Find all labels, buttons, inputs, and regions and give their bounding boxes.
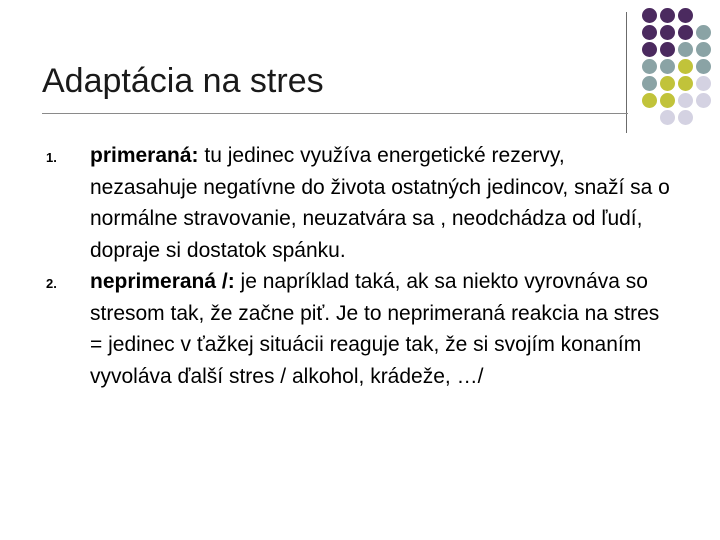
- dot: [678, 42, 693, 57]
- dot: [660, 76, 675, 91]
- dot: [678, 25, 693, 40]
- dot: [660, 42, 675, 57]
- dot: [660, 25, 675, 40]
- title-underline: [42, 113, 628, 114]
- dot: [696, 76, 711, 91]
- dot: [678, 110, 693, 125]
- dot: [696, 59, 711, 74]
- dot: [660, 8, 675, 23]
- vertical-divider: [626, 12, 627, 133]
- dot: [642, 42, 657, 57]
- list-item: [40, 140, 670, 266]
- dot: [660, 59, 675, 74]
- list-number: 1.: [46, 150, 57, 165]
- dot: [678, 93, 693, 108]
- dot: [642, 8, 657, 23]
- list-text: je napríklad taká, ak sa niekto vyrovnáva so stresom tak, že začne piť. Je to neprimeraná reakcia na stres = jedinec v ťažkej situácii reaguje tak, že si svojím konaním vyvoláva ďalší stres / alkohol, krádeže, …/: [90, 270, 660, 388]
- list-text: tu jedinec využíva energetické rezervy, nezasahuje negatívne do života ostatných jedincov, snaží sa o normálne stravovanie, neuzatvára sa , neodchádza od ľudí, dopraje si dostatok spánku.: [90, 144, 670, 262]
- slide-title: Adaptácia na stres: [42, 62, 324, 100]
- dot: [678, 76, 693, 91]
- list-number: 2.: [46, 276, 57, 291]
- dot: [642, 76, 657, 91]
- dot: [678, 59, 693, 74]
- list-term: neprimeraná /:: [90, 270, 235, 293]
- decorative-dot-grid: [638, 8, 720, 120]
- dot: [678, 8, 693, 23]
- list-term: primeraná:: [90, 144, 199, 167]
- dot: [660, 110, 675, 125]
- dot: [696, 93, 711, 108]
- dot: [642, 93, 657, 108]
- dot: [660, 93, 675, 108]
- list-item: [40, 266, 670, 392]
- numbered-list: [40, 140, 670, 392]
- dot: [642, 59, 657, 74]
- dot: [696, 42, 711, 57]
- dot: [642, 25, 657, 40]
- dot: [696, 25, 711, 40]
